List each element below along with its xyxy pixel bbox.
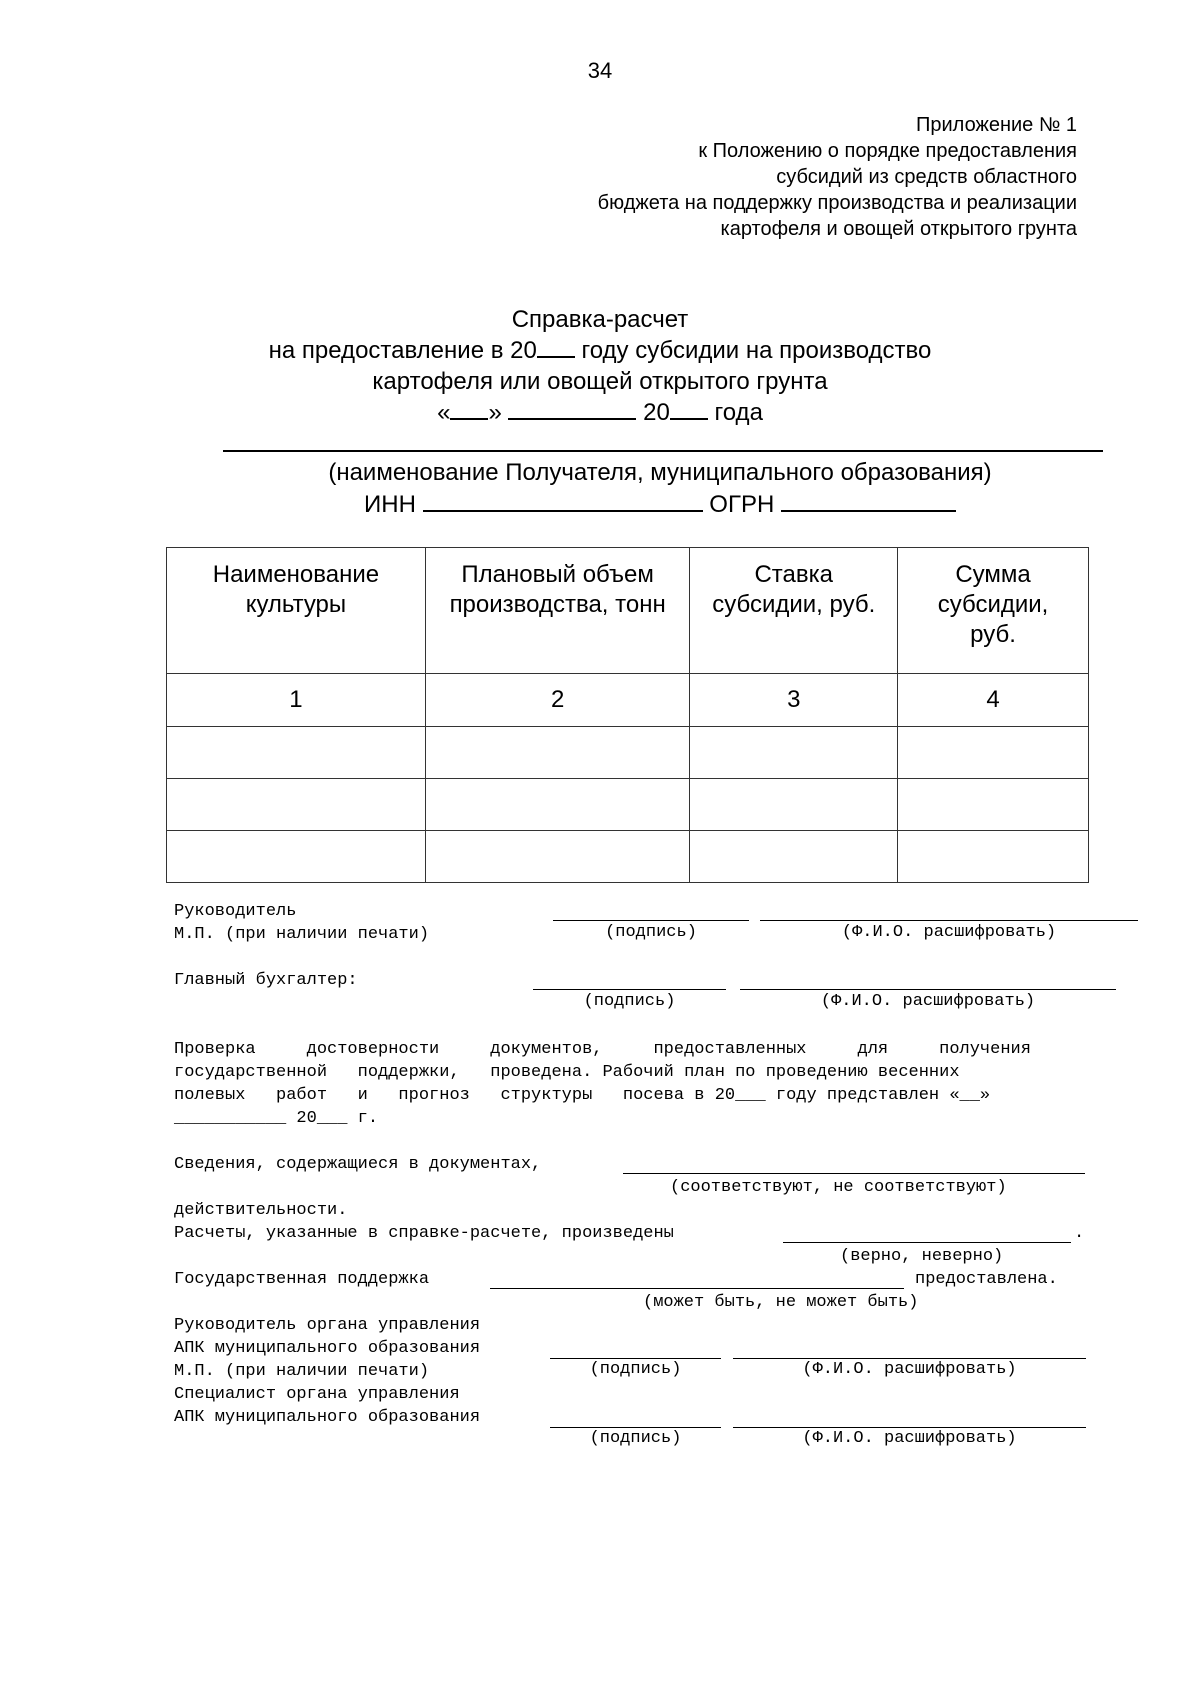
table-cell[interactable] <box>898 727 1089 779</box>
table-cell[interactable] <box>167 779 426 831</box>
fio-caption: (Ф.И.О. расшифровать) <box>820 992 1036 1011</box>
title-date-line <box>0 397 1200 428</box>
date-open-quote: « <box>437 399 451 426</box>
agency-head-label-2: АПК муниципального образования <box>174 1339 481 1358</box>
title-line-3: картофеля или овощей открытого грунта <box>372 368 828 395</box>
table-cell[interactable] <box>425 831 690 883</box>
head-signature-line[interactable] <box>553 920 749 921</box>
documents-finding-line[interactable] <box>623 1173 1085 1174</box>
appendix-line: бюджета на поддержку производства и реализации <box>597 192 1077 214</box>
day-blank <box>450 398 488 420</box>
table-row <box>167 727 1089 779</box>
support-finding-line[interactable] <box>490 1288 904 1289</box>
reality-label: действительности. <box>174 1201 348 1220</box>
table-cell[interactable] <box>167 831 426 883</box>
date-year-prefix: 20 <box>636 399 670 426</box>
month-blank <box>508 398 636 420</box>
verification-line: ___________ 20___ г. <box>174 1109 379 1128</box>
fio-caption: (Ф.И.О. расшифровать) <box>802 1429 1017 1448</box>
calculation-table <box>166 547 1089 883</box>
signature-caption: (подпись) <box>583 992 676 1011</box>
chief-accountant-label: Главный бухгалтер: <box>174 971 358 990</box>
header-subsidy-amount: Сумма субсидии, руб. <box>898 548 1089 674</box>
header-subsidy-rate: Ставка субсидии, руб. <box>690 548 898 674</box>
table-cell[interactable] <box>690 831 898 883</box>
date-year-blank <box>670 398 708 420</box>
inn-blank <box>423 490 703 512</box>
recipient-name-line <box>223 450 1103 452</box>
table-cell[interactable] <box>898 831 1089 883</box>
table-cell[interactable] <box>690 727 898 779</box>
date-suffix: года <box>707 399 763 426</box>
table-cell[interactable] <box>425 727 690 779</box>
header-planned-volume: Плановый объем производства, тонн <box>425 548 690 674</box>
documents-caption: (соответствуют, не соответствуют) <box>670 1178 1007 1197</box>
agency-stamp-label: М.П. (при наличии печати) <box>174 1362 430 1381</box>
title-line-2-start: на предоставление в 20 <box>268 337 537 364</box>
appendix-line: Приложение № 1 <box>916 114 1077 136</box>
table-header-row <box>167 548 1089 674</box>
ogrn-blank <box>781 490 956 512</box>
column-number: 3 <box>690 674 898 727</box>
inn-label: ИНН <box>364 491 423 518</box>
agency-head-signature-line[interactable] <box>550 1358 721 1359</box>
appendix-line: к Положению о порядке предоставления <box>698 140 1077 162</box>
verification-line: государственной поддержки, проведена. Рабочий план по проведению весенних <box>174 1063 960 1082</box>
fio-caption: (Ф.И.О. расшифровать) <box>841 923 1057 942</box>
appendix-note <box>598 112 1077 242</box>
table-cell[interactable] <box>690 779 898 831</box>
year-blank <box>537 336 575 358</box>
accountant-fio-line[interactable] <box>740 989 1116 990</box>
calculations-end: . <box>1074 1224 1085 1243</box>
agency-head-label: Руководитель органа управления <box>174 1316 481 1335</box>
appendix-line: субсидий из средств областного <box>776 166 1077 188</box>
appendix-line: картофеля и овощей открытого грунта <box>720 218 1077 240</box>
verification-line: полевых работ и прогноз структуры посева в 20___ году представлен «__» <box>174 1086 991 1105</box>
recipient-caption: (наименование Получателя, муниципального образования) <box>328 459 992 486</box>
page-number: 34 <box>587 58 613 83</box>
column-number: 1 <box>167 674 426 727</box>
accountant-signature-line[interactable] <box>533 989 726 990</box>
agency-head-fio-line[interactable] <box>733 1358 1086 1359</box>
column-number: 2 <box>425 674 690 727</box>
verification-line: Проверка достоверности документов, предоставленных для получения <box>174 1040 1031 1059</box>
table-cell[interactable] <box>167 727 426 779</box>
column-number: 4 <box>898 674 1089 727</box>
specialist-signature-line[interactable] <box>550 1427 721 1428</box>
signature-caption: (подпись) <box>605 923 697 942</box>
calculations-finding-line[interactable] <box>783 1242 1071 1243</box>
column-number-row <box>167 674 1089 727</box>
signature-caption: (подпись) <box>589 1360 682 1379</box>
table-row <box>167 831 1089 883</box>
calculations-caption: (верно, неверно) <box>840 1247 1004 1266</box>
specialist-label: Специалист органа управления <box>174 1385 460 1404</box>
support-label: Государственная поддержка <box>174 1270 430 1289</box>
support-end: предоставлена. <box>915 1270 1058 1289</box>
ogrn-label: ОГРН <box>702 491 781 518</box>
document-title <box>0 304 1200 428</box>
table-cell[interactable] <box>425 779 690 831</box>
title-line-2-end: году субсидии на производство <box>574 337 932 364</box>
head-label: Руководитель <box>174 902 297 921</box>
title-line-2 <box>0 335 1200 366</box>
table-cell[interactable] <box>898 779 1089 831</box>
signature-caption: (подпись) <box>589 1429 682 1448</box>
date-close-quote: » <box>488 399 502 426</box>
inn-ogrn-line <box>0 489 1200 520</box>
specialist-fio-line[interactable] <box>733 1427 1086 1428</box>
table-row <box>167 779 1089 831</box>
documents-label: Сведения, содержащиеся в документах, <box>174 1155 542 1174</box>
fio-caption: (Ф.И.О. расшифровать) <box>802 1360 1017 1379</box>
specialist-label-2: АПК муниципального образования <box>174 1408 481 1427</box>
stamp-label: М.П. (при наличии печати) <box>174 925 430 944</box>
header-crop-name: Наименование культуры <box>167 548 426 674</box>
support-caption: (может быть, не может быть) <box>643 1293 919 1312</box>
calculations-label: Расчеты, указанные в справке-расчете, произведены <box>174 1224 674 1243</box>
title-line-1: Справка-расчет <box>511 306 689 333</box>
head-fio-line[interactable] <box>760 920 1138 921</box>
